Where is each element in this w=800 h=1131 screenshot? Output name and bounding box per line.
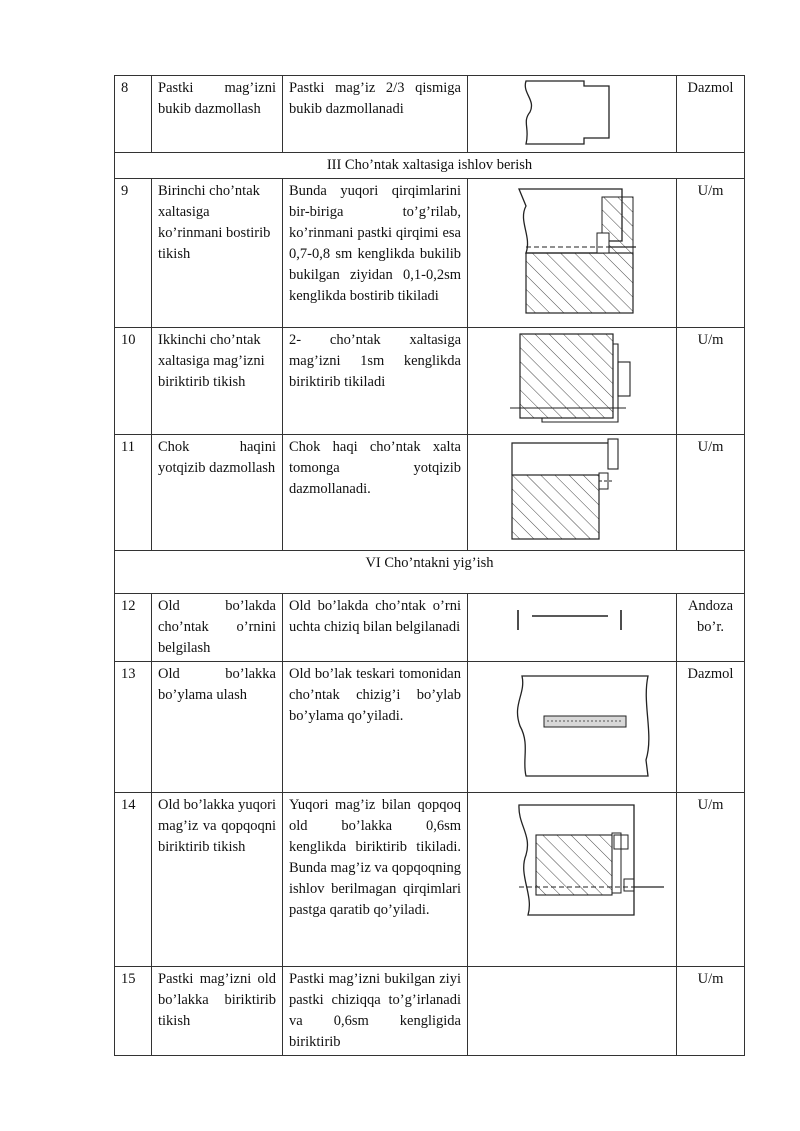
operation-description: Old bo’lakda cho’ntak o’rni uchta chiziq bilan belgilanadi: [283, 594, 468, 662]
equipment: Andoza bo’r.: [677, 594, 745, 662]
step-number: 13: [115, 662, 152, 793]
operation-description: 2- cho’ntak xaltasiga mag’izni 1sm kenglikda biriktirib tikiladi: [283, 328, 468, 435]
table-row: [115, 435, 745, 551]
operation-description: Chok haqi cho’ntak xalta tomonga yotqizib dazmollanadi.: [283, 435, 468, 551]
seam-press-sketch-icon: [474, 437, 683, 548]
operation-figure: [468, 328, 677, 435]
section-row: [115, 153, 745, 179]
marking-lines-sketch-icon: [474, 596, 683, 655]
operation-name: Old bo’lakda cho’ntak o’rnini belgilash: [152, 594, 283, 662]
step-number: 15: [115, 967, 152, 1056]
facing-stitch-sketch-icon: [474, 181, 683, 325]
operation-figure: [468, 594, 677, 662]
step-number: 10: [115, 328, 152, 435]
table-row: [115, 793, 745, 967]
step-number: 12: [115, 594, 152, 662]
operation-name: Pastki mag’izni bukib dazmollash: [152, 76, 283, 153]
operation-figure: [468, 662, 677, 793]
section-title: VI Cho’ntakni yig’ish: [115, 551, 745, 594]
operation-description: Yuqori mag’iz bilan qopqoq old bo’lakka 0,6sm kenglikda biriktirib tikiladi. Bunda mag’iz va qopqoqning ishlov berilmagan qirqimlari pastga qaratib qo’yiladi.: [283, 793, 468, 967]
operation-figure: [468, 76, 677, 153]
bag-binding-sketch-icon: [474, 330, 683, 432]
operation-description: Pastki mag’iz 2/3 qismiga bukib dazmollanadi: [283, 76, 468, 153]
operation-name: Pastki mag’izni old bo’lakka biriktirib tikish: [152, 967, 283, 1056]
equipment: Dazmol: [677, 76, 745, 153]
step-number: 8: [115, 76, 152, 153]
step-number: 9: [115, 179, 152, 328]
section-title: III Cho’ntak xaltasiga ishlov berish: [115, 153, 745, 179]
process-table: [114, 75, 745, 1056]
operation-description: Old bo’lak teskari tomonidan cho’ntak chizig’i bo’ylab bo’ylama qo’yiladi.: [283, 662, 468, 793]
fold-strip-sketch-icon: [474, 78, 683, 150]
operation-name: Old bo’lakka yuqori mag’iz va qopqoqni biriktirib tikish: [152, 793, 283, 967]
equipment: U/m: [677, 328, 745, 435]
flap-attach-sketch-icon: [474, 795, 683, 964]
equipment: U/m: [677, 793, 745, 967]
operation-figure: [468, 179, 677, 328]
equipment: U/m: [677, 179, 745, 328]
table-row: [115, 662, 745, 793]
step-number: 14: [115, 793, 152, 967]
table-row: [115, 967, 745, 1056]
operation-figure: [468, 793, 677, 967]
operation-description: Pastki mag’izni bukilgan ziyi pastki chiziqqa to’g’irlanadi va 0,6sm kengligida biriktirib: [283, 967, 468, 1056]
operation-figure: [468, 435, 677, 551]
step-number: 11: [115, 435, 152, 551]
table-row: [115, 328, 745, 435]
equipment: Dazmol: [677, 662, 745, 793]
operation-name: Birinchi cho’ntak xaltasiga ko’rinmani bostirib tikish: [152, 179, 283, 328]
operation-name: Ikkinchi cho’ntak xaltasiga mag’izni biriktirib tikish: [152, 328, 283, 435]
table-row: [115, 179, 745, 328]
operation-name: Chok haqini yotqizib dazmollash: [152, 435, 283, 551]
interfacing-sketch-icon: [474, 664, 683, 790]
section-row: [115, 551, 745, 594]
operation-description: Bunda yuqori qirqimlarini bir-biriga to’g’rilab, ko’rinmani pastki qirqimi esa 0,7-0,8 sm kenglikda bukilib bukilgan ziyidan 0,1-0,2sm kenglikda bostirib tikiladi: [283, 179, 468, 328]
table-row: [115, 76, 745, 153]
equipment: U/m: [677, 967, 745, 1056]
equipment: U/m: [677, 435, 745, 551]
table-row: [115, 594, 745, 662]
operation-figure: [468, 967, 677, 1056]
operation-name: Old bo’lakka bo’ylama ulash: [152, 662, 283, 793]
